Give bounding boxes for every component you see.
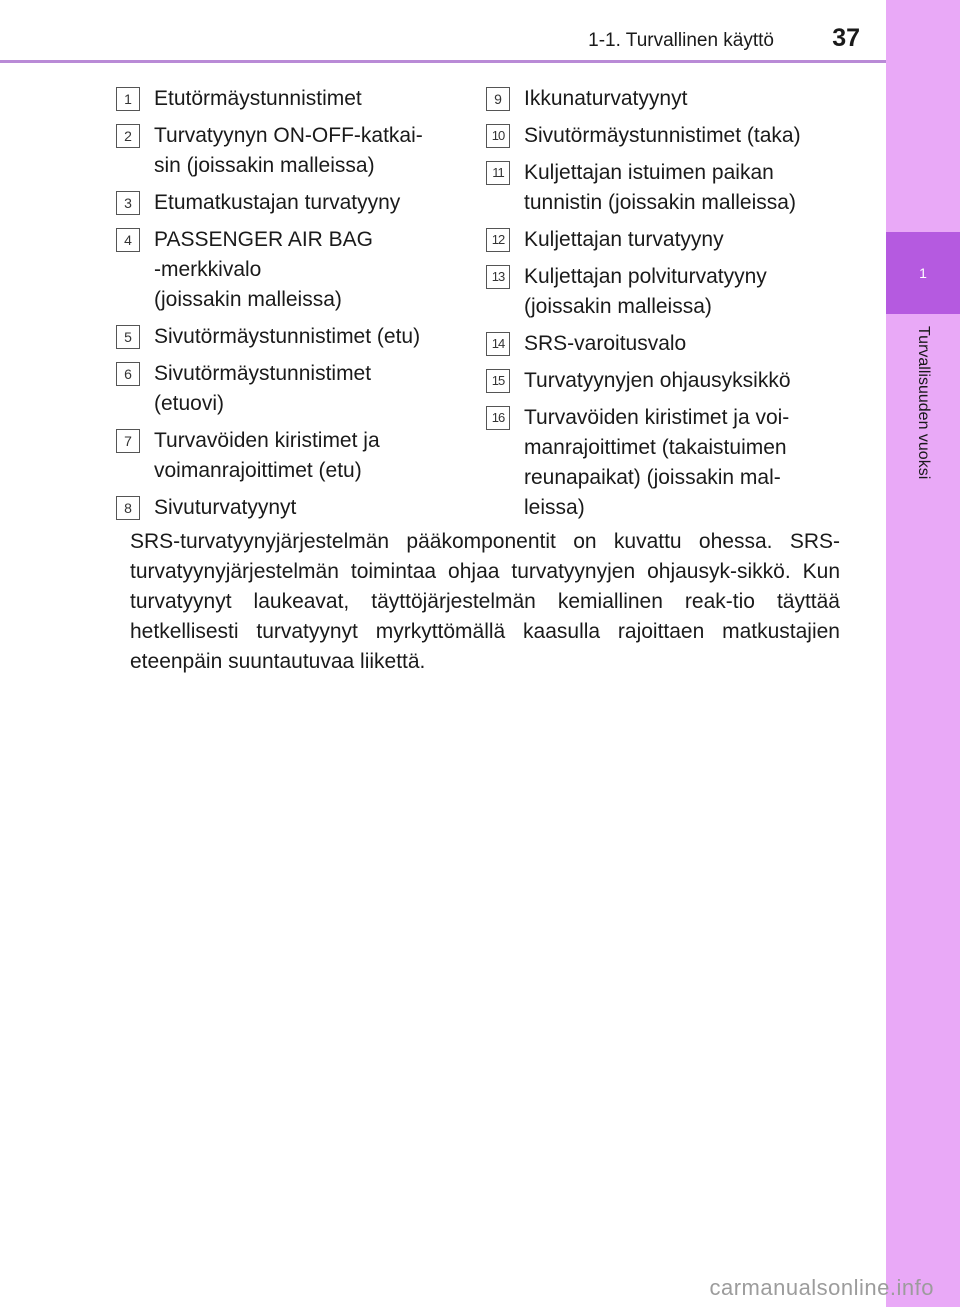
item-text: Sivuturvatyynyt — [154, 496, 297, 519]
item-number-badge: 4 — [116, 228, 140, 252]
item-text: Turvavöiden kiristimet ja voimanrajoittimet (etu) — [154, 429, 380, 482]
list-item — [116, 121, 456, 181]
item-number-badge: 5 — [116, 325, 140, 349]
component-list-left — [116, 84, 456, 530]
list-item — [486, 225, 846, 255]
section-title: 1-1. Turvallinen käyttö — [588, 30, 774, 51]
list-item — [116, 426, 456, 486]
item-number-badge: 7 — [116, 429, 140, 453]
item-text: Sivutörmäystunnistimet (etuovi) — [154, 362, 372, 415]
chapter-sidebar — [886, 0, 960, 1307]
list-item — [116, 322, 456, 352]
watermark: carmanualsonline.info — [709, 1275, 934, 1300]
item-number-badge: 11 — [486, 161, 510, 185]
list-item — [486, 158, 846, 218]
chapter-title-text: Turvallisuuden vuoksi — [915, 326, 932, 480]
body-paragraph: SRS-turvatyynyjärjestelmän pääkomponentit on kuvattu ohessa. SRS-turvatyynyjärjestelmän toimintaa ohjaa turvatyynyjen ohjausyk-sikkö. Kun turvatyynyt laukeavat, täyttöjärjestelmän kemiallinen reak-tio täyttää hetkellisesti turvatyynyt myrkyttömällä kaasulla rajoittaen matkustajien eteenpäin suuntautuvaa liikettä. — [130, 530, 840, 673]
list-item — [116, 493, 456, 523]
item-text: SRS-varoitusvalo — [524, 332, 687, 355]
item-text: Turvatyynyjen ohjausyksikkö — [524, 369, 791, 392]
item-text: Turvatyynyn ON-OFF-katkai- sin (joissakin malleissa) — [154, 124, 423, 177]
list-item — [116, 188, 456, 218]
item-text: Kuljettajan istuimen paikan tunnistin (joissakin malleissa) — [524, 161, 796, 214]
item-number-badge: 16 — [486, 406, 510, 430]
page-header — [0, 0, 886, 62]
list-item — [486, 329, 846, 359]
item-text: Kuljettajan polviturvatyyny (joissakin malleissa) — [524, 265, 767, 318]
chapter-title — [896, 326, 950, 526]
list-item — [116, 225, 456, 315]
item-number-badge: 9 — [486, 87, 510, 111]
item-text: Kuljettajan turvatyyny — [524, 228, 724, 251]
item-number-badge: 1 — [116, 87, 140, 111]
item-number-badge: 13 — [486, 265, 510, 289]
item-number-badge: 8 — [116, 496, 140, 520]
item-text: Sivutörmäystunnistimet (etu) — [154, 325, 421, 348]
item-number-badge: 15 — [486, 369, 510, 393]
item-number-badge: 3 — [116, 191, 140, 215]
chapter-number-tab[interactable] — [886, 232, 960, 314]
list-item — [486, 366, 846, 396]
item-text: Ikkunaturvatyynyt — [524, 87, 688, 110]
component-list-right — [486, 84, 846, 530]
item-text: PASSENGER AIR BAG -merkkivalo (joissakin malleissa) — [154, 228, 374, 311]
item-text: Sivutörmäystunnistimet (taka) — [524, 124, 801, 147]
list-item — [116, 84, 456, 114]
item-number-badge: 10 — [486, 124, 510, 148]
item-number-badge: 6 — [116, 362, 140, 386]
item-text: Turvavöiden kiristimet ja voi- manrajoittimet (takaistuimen reunapaikat) (joissakin mal- leissa) — [524, 406, 790, 519]
page-number: 37 — [832, 24, 860, 52]
list-item — [486, 84, 846, 114]
item-text: Etutörmäystunnistimet — [154, 87, 362, 110]
list-item — [116, 359, 456, 419]
header-divider — [0, 60, 886, 63]
list-item — [486, 121, 846, 151]
list-item — [486, 262, 846, 322]
list-item — [486, 403, 846, 523]
item-number-badge: 14 — [486, 332, 510, 356]
chapter-number: 1 — [919, 265, 927, 281]
item-number-badge: 12 — [486, 228, 510, 252]
item-number-badge: 2 — [116, 124, 140, 148]
item-text: Etumatkustajan turvatyyny — [154, 191, 401, 214]
